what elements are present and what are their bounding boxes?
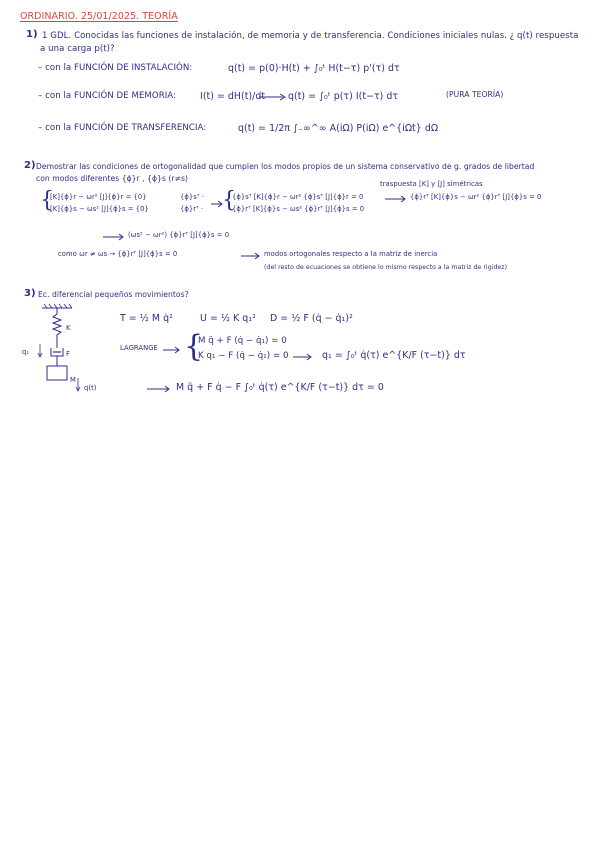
q1-item3-label: – con la FUNCIÓN DE TRANSFERENCIA: <box>38 123 207 133</box>
diagram-spring-label: K <box>66 324 71 332</box>
q1-item3-equation: q(t) = 1/2π ∫₋∞^∞ A(iΩ) P(iΩ) e^{iΩt} dΩ <box>238 123 439 134</box>
q3-arrow-icon <box>292 352 314 362</box>
diagram-q-label: q(t) <box>84 384 97 392</box>
q2-transpose-note: traspuesta [K] y [J] simétricas <box>380 180 483 188</box>
exam-title: ORDINARIO. 25/01/2025. TEORÍA <box>20 11 178 22</box>
q2-brace-1: { <box>40 188 54 213</box>
q2-difference-equation: (ωs² − ωr²) {ϕ}rᵀ [J]{ϕ}s = 0 <box>128 231 230 239</box>
q1-item2-note: (PURA TEORÍA) <box>446 90 504 99</box>
q3-lagrange-brace: { <box>184 329 204 364</box>
q1-item2-equation-a: I(t) = dH(t)/dt <box>200 91 266 102</box>
q2-statement-line2: con modos diferentes {ϕ}r , {ϕ}s (r≠s) <box>36 174 189 183</box>
q2-system1-eq1: [K]{ϕ}r − ωr² [J]{ϕ}r = {0} <box>50 193 147 201</box>
q1-item2-equation-b: q(t) = ∫₀ᵗ p(τ) I(t−τ) dτ <box>288 91 399 102</box>
q1-number: 1) <box>26 29 38 40</box>
q2-conclusion: modos ortogonales respecto a la matriz de inercia <box>264 250 438 258</box>
q2-system1-eq2: [K]{ϕ}s − ωs² [J]{ϕ}s = {0} <box>50 205 149 213</box>
q2-statement-line1: Demostrar las condiciones de ortogonalidad que cumplen los modos propios de un sistema conservativo de g. grados de libertad <box>36 162 535 171</box>
q2-system2-eq2: {ϕ}rᵀ [K]{ϕ}s − ωs² {ϕ}rᵀ [J]{ϕ}s = 0 <box>232 205 365 213</box>
q3-kinetic-energy: T = ½ M q̇² <box>120 313 173 324</box>
q2-multiply-2: {ϕ}rᵀ · <box>180 205 204 213</box>
q3-lagrange-arrow-icon <box>162 345 182 355</box>
q3-lagrange-eq1: M q̈ + F (q̇ − q̇₁) = 0 <box>198 336 287 346</box>
q3-lagrange-label: LAGRANGE <box>120 344 158 352</box>
spring-damper-mass-diagram <box>18 300 98 410</box>
q2-multiply-1: {ϕ}sᵀ · <box>180 193 204 201</box>
diagram-mass-label: M <box>70 376 76 384</box>
q3-dissipation-function: D = ½ F (q̇ − q̇₁)² <box>270 313 353 324</box>
q2-condition-equation: como ωr ≠ ωs → {ϕ}rᵀ [J]{ϕ}s = 0 <box>58 250 178 258</box>
q2-arrow-2-icon <box>102 232 126 242</box>
q3-q1-solution: q₁ = ∫₀ᵗ q̇(τ) e^{K/F (τ−t)} dτ <box>322 350 466 361</box>
q3-final-arrow-icon <box>146 384 172 394</box>
q3-final-equation: M q̈ + F q̇ − F ∫₀ᵗ q̇(τ) e^{K/F (τ−t)} dτ = 0 <box>176 382 384 393</box>
q3-statement: Ec. diferencial pequeños movimientos? <box>38 290 189 299</box>
q2-number: 2) <box>24 160 36 171</box>
q2-system2-eq1: {ϕ}sᵀ [K]{ϕ}r − ωr² {ϕ}sᵀ [J]{ϕ}r = 0 <box>232 193 364 201</box>
q2-transpose-equation: {ϕ}rᵀ [K]{ϕ}s − ωr² {ϕ}rᵀ [J]{ϕ}s = 0 <box>410 193 542 201</box>
diagram-q1-label: q₁ <box>22 348 30 356</box>
q1-item2-label: – con la FUNCIÓN DE MEMORIA: <box>38 91 177 101</box>
q2-brace-2: { <box>222 188 236 213</box>
q3-potential-energy: U = ½ K q₁² <box>200 313 256 324</box>
q3-lagrange-eq2: K q₁ − F (q̇ − q̇₁) = 0 <box>198 351 289 361</box>
diagram-damper-label: F <box>66 350 70 358</box>
q2-transpose-arrow-icon <box>384 194 408 204</box>
q3-number: 3) <box>24 288 36 299</box>
q1-statement-line2: a una carga p(t)? <box>40 44 115 54</box>
q2-arrow-3-icon <box>240 251 262 261</box>
q1-statement-line1: 1 GDL. Conocidas las funciones de instalación, de memoria y de transferencia. Condiciones iniciales nulas. ¿ q(t) respuesta <box>42 31 579 41</box>
q1-item1-label: – con la FUNCIÓN DE INSTALACIÓN: <box>38 63 193 73</box>
q1-item1-equation: q(t) = p(0)·H(t) + ∫₀ᵗ H(t−τ) p'(τ) dτ <box>228 63 400 74</box>
q1-arrow-icon <box>258 92 288 102</box>
q2-conclusion-note: (del resto de ecuaciones se obtiene lo mismo respecto a la matriz de rigidez) <box>264 264 508 271</box>
